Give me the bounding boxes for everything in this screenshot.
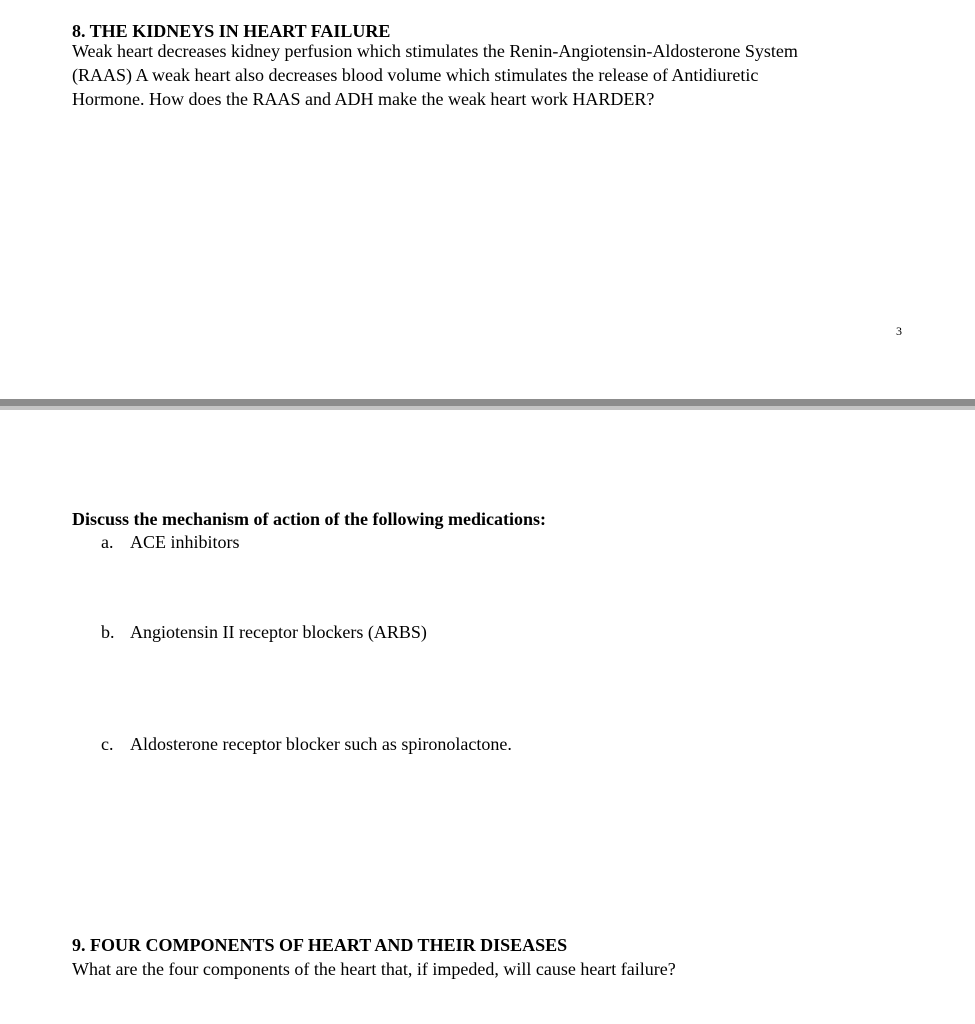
section-9-heading: 9. FOUR COMPONENTS OF HEART AND THEIR DISEASES (72, 935, 568, 955)
section-8-heading: 8. THE KIDNEYS IN HEART FAILURE (72, 21, 391, 41)
list-item-text: ACE inhibitors (130, 532, 240, 552)
paragraph-line: (RAAS) A weak heart also decreases blood volume which stimulates the release of Antidiuretic (72, 65, 759, 85)
document-page-upper (0, 0, 975, 398)
list-item-text: Aldosterone receptor blocker such as spironolactone. (130, 734, 512, 754)
page-separator (0, 398, 975, 412)
section-9-question (72, 957, 676, 981)
question-text: What are the four components of the heart that, if impeded, will cause heart failure? (72, 959, 676, 979)
list-marker: b. (101, 622, 115, 642)
separator-bar (0, 399, 975, 406)
page-number: 3 (896, 324, 902, 338)
paragraph-line: Weak heart decreases kidney perfusion which stimulates the Renin-Angiotensin-Aldosterone System (72, 41, 798, 61)
document-page-lower (0, 412, 975, 1024)
list-marker: c. (101, 734, 114, 754)
list-item-text: Angiotensin II receptor blockers (ARBS) (130, 622, 427, 642)
list-marker: a. (101, 532, 114, 552)
paragraph-line: Hormone. How does the RAAS and ADH make the weak heart work HARDER? (72, 89, 655, 109)
medications-heading: Discuss the mechanism of action of the following medications: (72, 509, 546, 529)
separator-shadow (0, 406, 975, 410)
section-8-paragraph (72, 39, 798, 111)
